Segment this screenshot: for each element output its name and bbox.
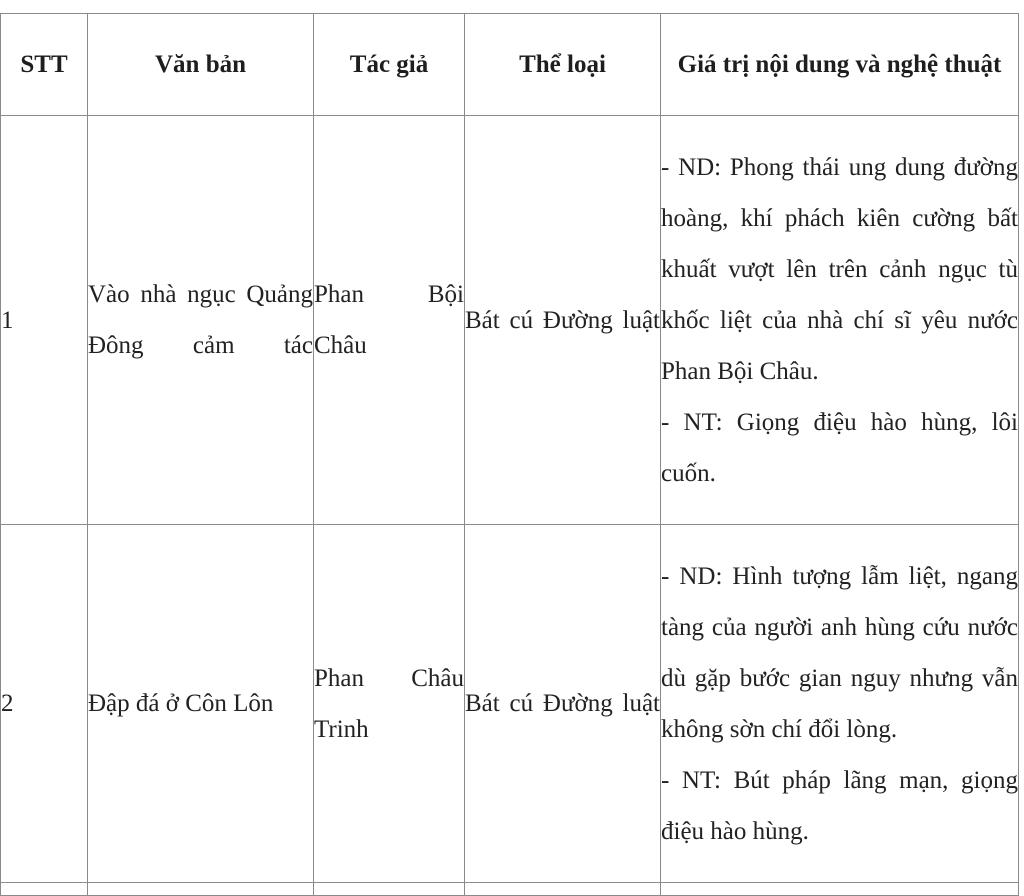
row-stt: 1: [1, 116, 88, 525]
table-header-row: [1, 14, 1019, 116]
row-van-ban: Vào nhà ngục Quảng Đông cảm tác: [88, 116, 314, 525]
table-row: [1, 525, 1019, 883]
row-tac-gia: Phan Châu Trinh: [314, 525, 465, 883]
header-gia-tri: Giá trị nội dung và nghệ thuật: [661, 14, 1019, 116]
empty-cell: [661, 883, 1019, 896]
table-row: [1, 116, 1019, 525]
row-stt: 2: [1, 525, 88, 883]
row-the-loai: Bát cú Đường luật: [465, 116, 661, 525]
empty-cell: [88, 883, 314, 896]
empty-cell: [1, 883, 88, 896]
empty-cell: [314, 883, 465, 896]
row-gia-tri: [661, 116, 1019, 525]
header-tac-gia: Tác giả: [314, 14, 465, 116]
row-gia-tri-nt: - NT: Bút pháp lãng mạn, giọng điệu hào hùng.: [661, 766, 1018, 845]
row-gia-tri: [661, 525, 1019, 883]
header-the-loai: Thể loại: [465, 14, 661, 116]
row-tac-gia: Phan Bội Châu: [314, 116, 465, 525]
row-the-loai: Bát cú Đường luật: [465, 525, 661, 883]
empty-cell: [465, 883, 661, 896]
header-stt: STT: [1, 14, 88, 116]
row-van-ban: Đập đá ở Côn Lôn: [88, 525, 314, 883]
table-row-partial: [1, 883, 1019, 896]
literature-summary-table: [0, 13, 1019, 896]
row-gia-tri-nd: - ND: Phong thái ung dung đường hoàng, khí phách kiên cường bất khuất vượt lên trên cảnh ngục tù khốc liệt của nhà chí sĩ yêu nước Phan Bội Châu.: [661, 153, 1018, 385]
header-van-ban: Văn bản: [88, 14, 314, 116]
row-gia-tri-nd: - ND: Hình tượng lẫm liệt, ngang tàng của người anh hùng cứu nước dù gặp bước gian nguy nhưng vẫn không sờn chí đổi lòng.: [661, 562, 1018, 743]
row-gia-tri-nt: - NT: Giọng điệu hào hùng, lôi cuốn.: [661, 408, 1018, 487]
